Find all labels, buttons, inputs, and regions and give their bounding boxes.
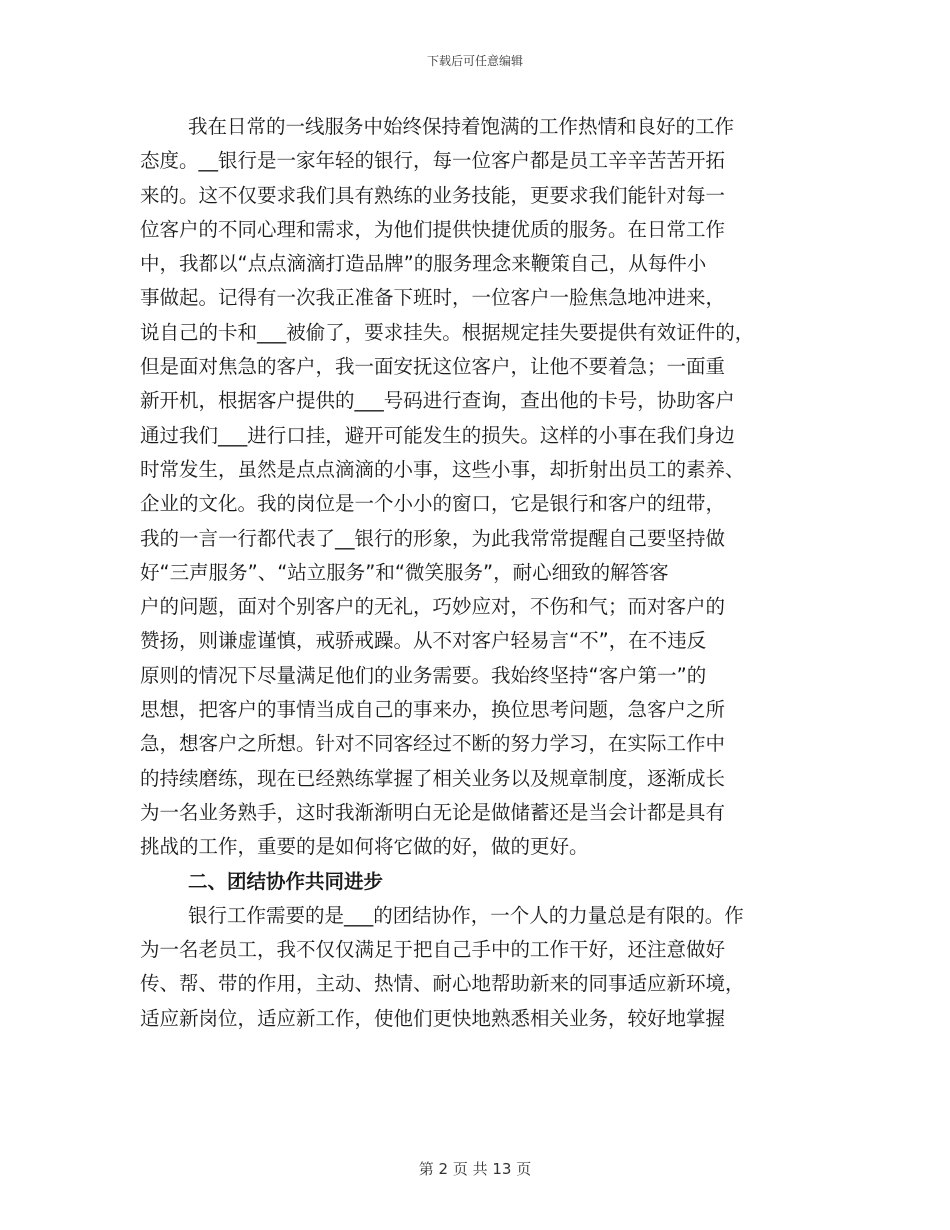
paragraph-line: 来的。这不仅要求我们具有熟练的业务技能，更要求我们能针对每一 bbox=[140, 183, 726, 207]
section-heading: 二、团结协作共同进步 bbox=[188, 869, 384, 893]
document-body bbox=[140, 110, 820, 1036]
paragraph-line: 思想，把客户的事情当成自己的事来办，换位思考问题，急客户之所 bbox=[140, 698, 726, 722]
page-number: 第 2 页 共 13 页 bbox=[418, 1160, 532, 1178]
paragraph-line: 我在日常的一线服务中始终保持着饱满的工作热情和良好的工作 bbox=[188, 115, 735, 138]
paragraph-line: 新开机，根据客户提供的___号码进行查询，查出他的卡号，协助客户 bbox=[140, 389, 735, 413]
paragraph-line: 中，我都以“点点滴滴打造品牌”的服务理念来鞭策自己，从每件小 bbox=[140, 252, 707, 276]
paragraph-line: 但是面对焦急的客户，我一面安抚这位客户，让他不要着急；一面重 bbox=[140, 355, 726, 379]
paragraph-line: 时常发生，虽然是点点滴滴的小事，这些小事，却折射出员工的素养、 bbox=[140, 457, 745, 481]
paragraph-line: 企业的文化。我的岗位是一个小小的窗口，它是银行和客户的纽带， bbox=[140, 492, 726, 516]
paragraph-line: 赞扬，则谦虚谨慎，戒骄戒躁。从不对客户轻易言“不”，在不违反 bbox=[140, 629, 707, 653]
paragraph-line: 原则的情况下尽量满足他们的业务需要。我始终坚持“客户第一”的 bbox=[140, 663, 707, 687]
paragraph-line: 急，想客户之所想。针对不同客经过不断的努力学习，在实际工作中 bbox=[140, 732, 726, 756]
paragraph-line: 适应新岗位，适应新工作，使他们更快地熟悉相关业务，较好地掌握 bbox=[140, 1006, 726, 1030]
paragraph-line: 的持续磨练，现在已经熟练掌握了相关业务以及规章制度，逐渐成长 bbox=[140, 766, 726, 790]
paragraph-line: 事做起。记得有一次我正准备下班时，一位客户一脸焦急地冲进来， bbox=[140, 286, 726, 310]
paragraph-line: 为一名老员工，我不仅仅满足于把自己手中的工作干好，还注意做好 bbox=[140, 938, 726, 962]
paragraph-line: 为一名业务熟手，这时我渐渐明白无论是做储蓄还是当会计都是具有 bbox=[140, 800, 726, 824]
paragraph-line: 银行工作需要的是___的团结协作，一个人的力量总是有限的。作 bbox=[188, 903, 744, 927]
paragraph-line: 挑战的工作，重要的是如何将它做的好，做的更好。 bbox=[140, 835, 589, 859]
paragraph-line: 通过我们___进行口挂，避开可能发生的损失。这样的小事在我们身边 bbox=[140, 423, 735, 447]
paragraph-line: 态度。__银行是一家年轻的银行，每一位客户都是员工辛辛苦苦开拓 bbox=[140, 149, 726, 173]
paragraph-line: 好“三声服务”、“站立服务”和“微笑服务”，耐心细致的解答客 bbox=[140, 560, 669, 584]
paragraph-line: 户的问题，面对个别客户的无礼，巧妙应对，不伤和气；而对客户的 bbox=[140, 595, 726, 619]
paragraph-line: 说自己的卡和___被偷了，要求挂失。根据规定挂失要提供有效证件的， bbox=[140, 320, 755, 344]
paragraph-line: 位客户的不同心理和需求，为他们提供快捷优质的服务。在日常工作 bbox=[140, 217, 726, 241]
paragraph-line: 我的一言一行都代表了__银行的形象，为此我常常提醒自己要坚持做 bbox=[140, 526, 726, 550]
page-header: 下载后可任意编辑 bbox=[426, 54, 523, 68]
paragraph-line: 传、帮、带的作用，主动、热情、耐心地帮助新来的同事适应新环境， bbox=[140, 972, 745, 996]
